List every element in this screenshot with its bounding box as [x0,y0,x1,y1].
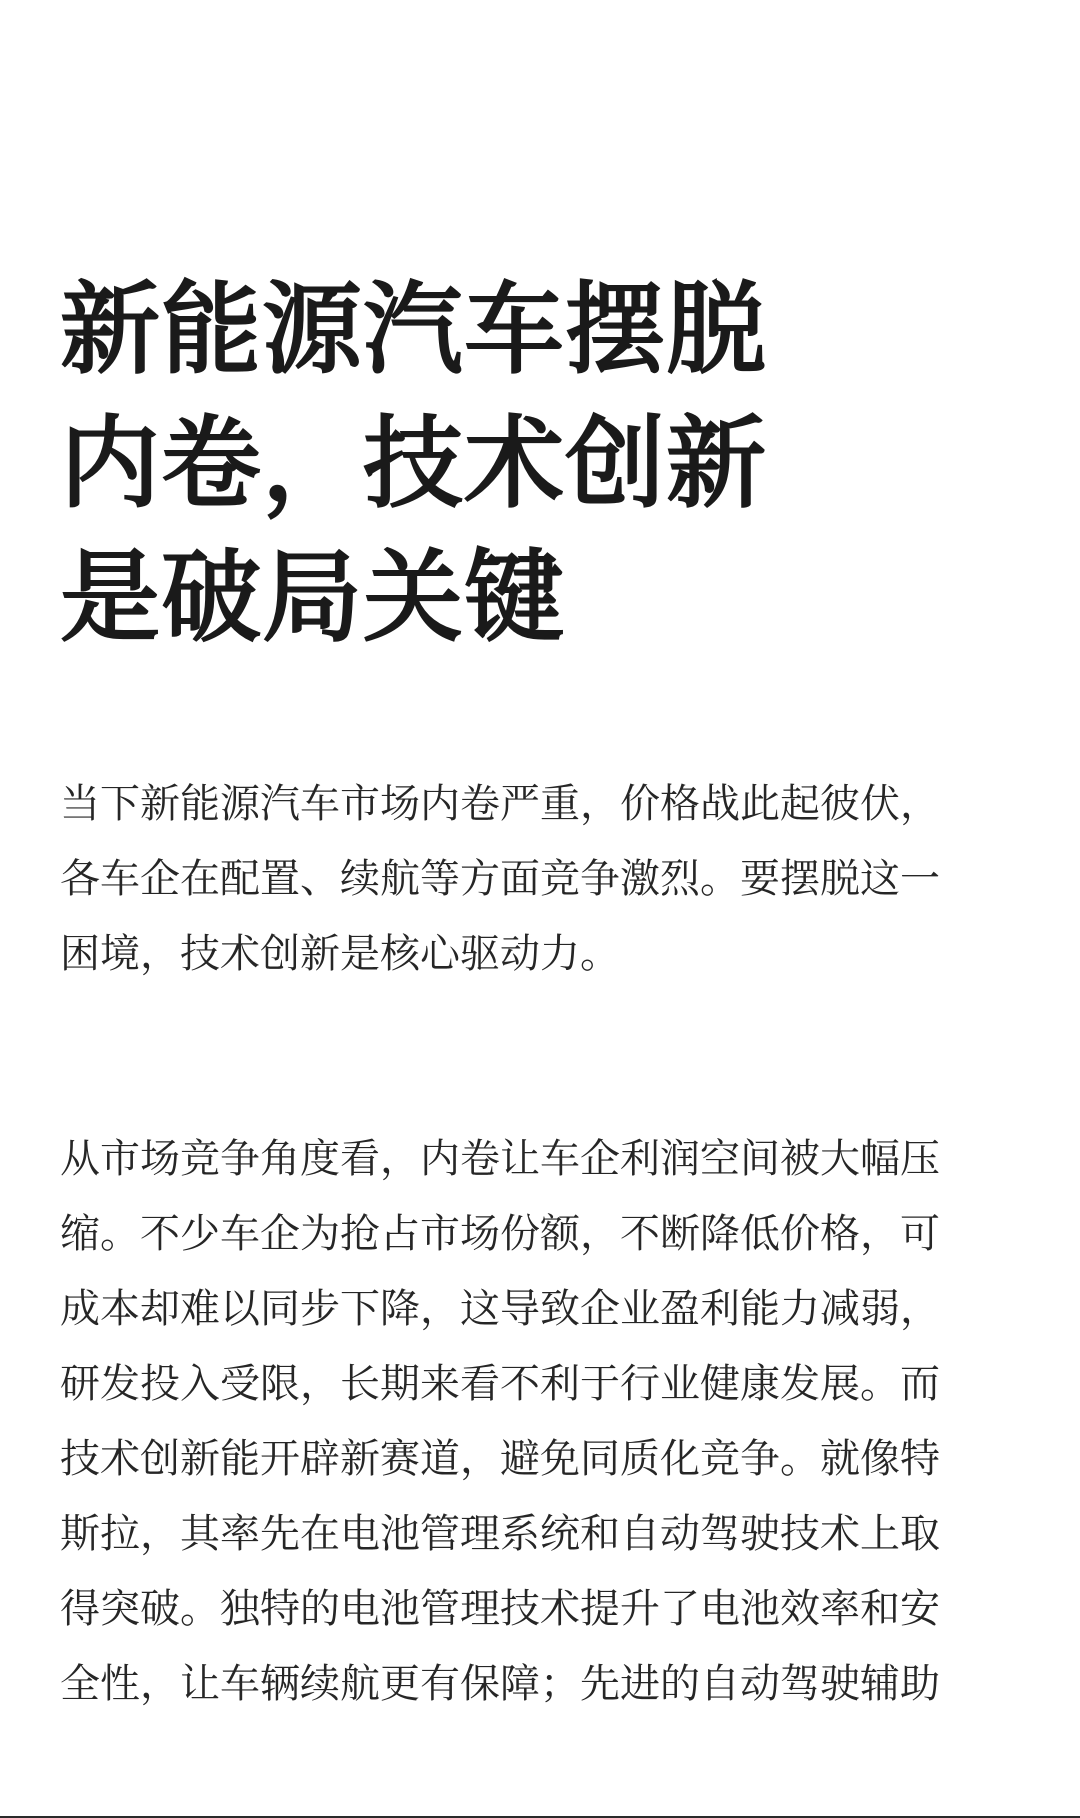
paragraph-line: 各车企在配置、续航等方面竞争激烈。要摆脱这一 [60,856,940,902]
paragraph-line: 成本却难以同步下降，这导致企业盈利能力减弱， [60,1286,940,1332]
paragraph-market-competition [60,1122,1020,1722]
paragraph-line: 困境，技术创新是核心驱动力。 [60,931,620,977]
paragraph-line: 得突破。独特的电池管理技术提升了电池效率和安 [60,1586,940,1632]
paragraph-line: 研发投入受限，长期来看不利于行业健康发展。而 [60,1361,940,1407]
paragraph-line: 全性，让车辆续航更有保障；先进的自动驾驶辅助 [60,1661,940,1707]
title-line: 新能源汽车摆脱 [60,270,767,388]
title-line: 是破局关键 [60,538,565,656]
title-line: 内卷，技术创新 [60,404,767,522]
paragraph-line: 从市场竞争角度看，内卷让车企利润空间被大幅压 [60,1136,940,1182]
paragraph-line: 斯拉，其率先在电池管理系统和自动驾驶技术上取 [60,1511,940,1557]
article-title [60,262,820,664]
paragraph-line: 技术创新能开辟新赛道，避免同质化竞争。就像特 [60,1436,940,1482]
paragraph-intro [60,767,1020,992]
paragraph-line: 缩。不少车企为抢占市场份额，不断降低价格，可 [60,1211,940,1257]
paragraph-line: 当下新能源汽车市场内卷严重，价格战此起彼伏， [60,781,940,827]
